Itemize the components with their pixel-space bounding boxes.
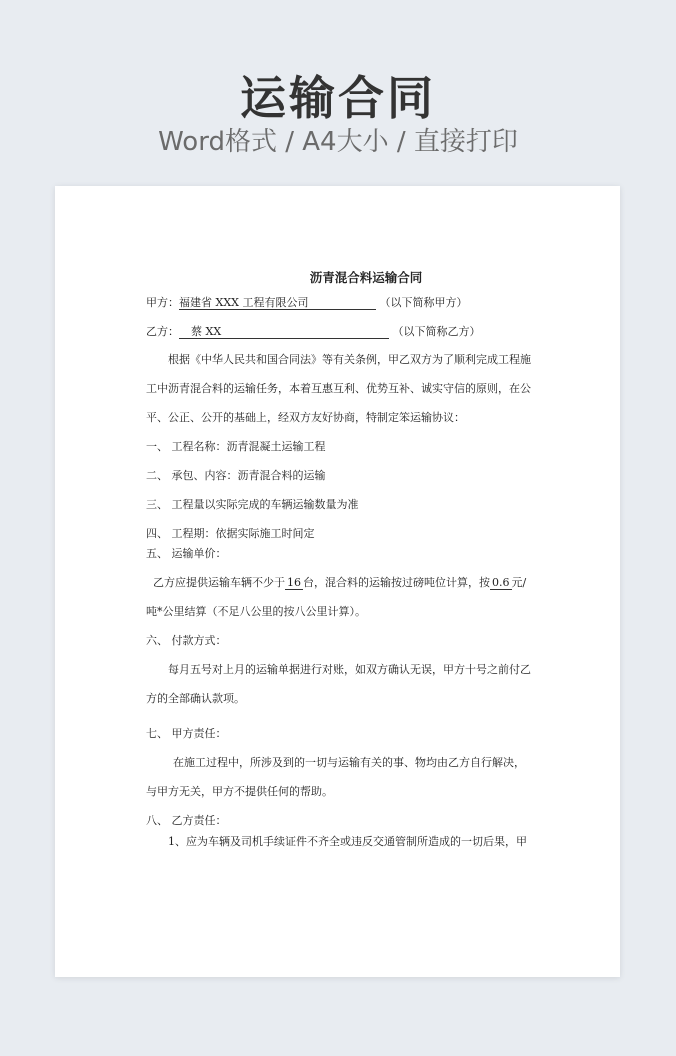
intro-line-2: 工中沥青混合料的运输任务，本着互惠互利、优势互补、诚实守信的原则，在公 [146,382,531,395]
banner-subtitle: Word格式 / A4大小 / 直接打印 [158,127,518,157]
clause-7: 七、 甲方责任： [146,727,227,740]
price-line-1 [146,576,526,590]
party-b-note: （以下简称乙方） [392,325,481,338]
banner-title: 运输合同 [240,71,436,125]
party-a-line [146,296,468,310]
intro-line-1: 根据《中华人民共和国合同法》等有关条例，甲乙双方为了顺利完成工程施 [168,353,531,366]
party-a-value: 福建省 XXX 工程有限公司 [179,296,376,310]
price-line-2: 吨*公里结算（不足八公里的按八公里计算）。 [146,605,366,618]
clause-5: 五、 运输单价： [146,547,227,560]
clause-2: 二、 承包、内容：沥青混合料的运输 [146,469,326,482]
price-text-middle: 台，混合料的运输按过磅吨位计算，按 [303,576,490,589]
document-page [55,186,620,977]
unit-rate: 0.6 [492,576,510,589]
intro-line-3: 平、公正、公开的基础上，经双方友好协商，特制定笨运输协议： [146,411,465,424]
party-a-label: 甲方： [146,296,179,309]
document-title: 沥青混合料运输合同 [309,270,423,285]
duty-a-line-2: 与甲方无关，甲方不提供任何的帮助。 [146,785,333,798]
vehicle-count: 16 [287,576,301,589]
party-a-note: （以下简称甲方） [379,296,468,309]
party-b-value: 蔡 XX [179,325,389,339]
clause-3: 三、 工程量以实际完成的车辆运输数量为准 [146,498,359,511]
party-b-line [146,325,481,339]
party-b-label: 乙方： [146,325,179,338]
payment-line-2: 方的全部确认款项。 [146,692,245,705]
clause-1: 一、 工程名称：沥青混凝土运输工程 [146,440,326,453]
duty-a-line-1: 在施工过程中，所涉及到的一切与运输有关的事、物均由乙方自行解决， [173,756,525,769]
price-unit: 元/ [511,576,527,589]
payment-line-1: 每月五号对上月的运输单据进行对账，如双方确认无误，甲方十号之前付乙 [168,663,531,676]
clause-6: 六、 付款方式： [146,634,227,647]
price-text-before: 乙方应提供运输车辆不少于 [153,576,285,589]
clause-4: 四、 工程期：依据实际施工时间定 [146,527,315,540]
duty-b-line-1: 1、应为车辆及司机手续证件不齐全或违反交通管制所造成的一切后果，甲 [168,835,527,848]
clause-8: 八、 乙方责任： [146,814,227,827]
